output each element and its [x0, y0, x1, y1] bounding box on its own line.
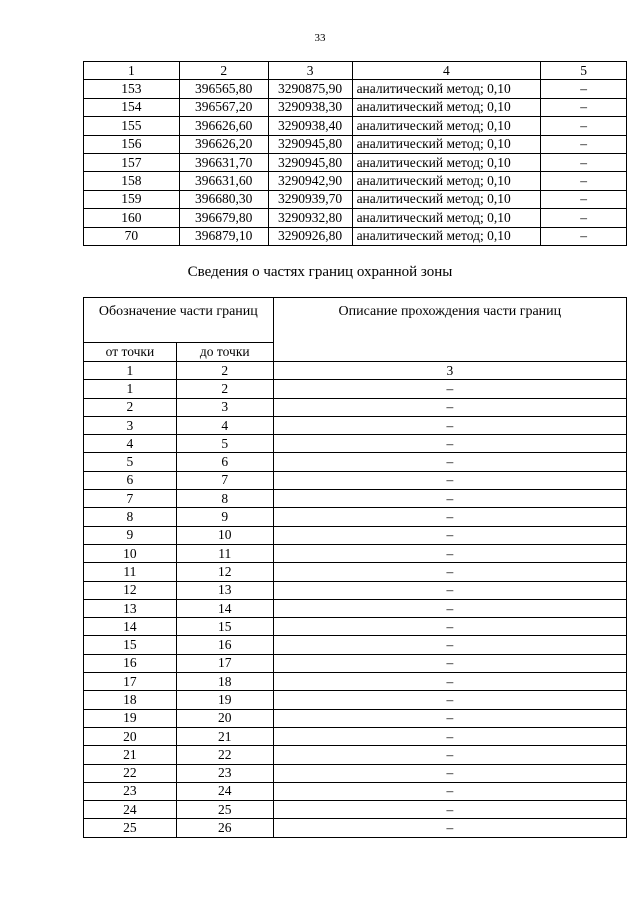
- table-cell: аналитический метод; 0,10: [352, 172, 541, 190]
- table-cell: 7: [84, 490, 177, 508]
- table-cell: –: [273, 691, 626, 709]
- boundary-designation-header: Обозначение части границ: [84, 298, 274, 343]
- table-row: [84, 526, 627, 544]
- table-row: [84, 673, 627, 691]
- table-cell: 25: [84, 819, 177, 837]
- column-number-cell: 1: [84, 362, 177, 380]
- table-cell: 24: [176, 782, 273, 800]
- table-cell: 13: [176, 581, 273, 599]
- table-cell: 21: [84, 746, 177, 764]
- table-cell: 20: [84, 727, 177, 745]
- table-cell: 155: [84, 117, 180, 135]
- table-cell: аналитический метод; 0,10: [352, 227, 541, 245]
- table-row: [84, 654, 627, 672]
- table-row: [84, 117, 627, 135]
- table-row: [84, 618, 627, 636]
- table-cell: 3290939,70: [268, 190, 352, 208]
- table-row: [84, 398, 627, 416]
- table-cell: 396631,70: [179, 153, 268, 171]
- table-cell: –: [273, 801, 626, 819]
- table-cell: 11: [176, 544, 273, 562]
- parts-header-row: [84, 298, 627, 343]
- table-row: [84, 599, 627, 617]
- table-cell: –: [273, 782, 626, 800]
- table-cell: 396567,20: [179, 98, 268, 116]
- table-cell: –: [273, 416, 626, 434]
- table-cell: 2: [176, 380, 273, 398]
- table-cell: 17: [176, 654, 273, 672]
- table-cell: аналитический метод; 0,10: [352, 98, 541, 116]
- table-cell: 3290938,30: [268, 98, 352, 116]
- table-row: [84, 416, 627, 434]
- table-cell: 10: [84, 544, 177, 562]
- table-cell: –: [541, 172, 627, 190]
- table-cell: 18: [176, 673, 273, 691]
- table-cell: 396565,80: [179, 80, 268, 98]
- coordinates-header-cell: 5: [541, 62, 627, 80]
- table-cell: 14: [84, 618, 177, 636]
- table-cell: 6: [176, 453, 273, 471]
- table-cell: 21: [176, 727, 273, 745]
- table-row: [84, 172, 627, 190]
- table-cell: 396631,60: [179, 172, 268, 190]
- table-cell: –: [541, 227, 627, 245]
- table-cell: –: [273, 398, 626, 416]
- boundary-parts-table: [83, 297, 627, 838]
- table-cell: 22: [176, 746, 273, 764]
- table-cell: аналитический метод; 0,10: [352, 209, 541, 227]
- table-cell: –: [273, 636, 626, 654]
- table-cell: –: [273, 490, 626, 508]
- table-cell: –: [273, 581, 626, 599]
- table-row: [84, 727, 627, 745]
- table-cell: 3290926,80: [268, 227, 352, 245]
- table-cell: 23: [84, 782, 177, 800]
- table-cell: 3290932,80: [268, 209, 352, 227]
- table-cell: 3290945,80: [268, 135, 352, 153]
- table-cell: –: [273, 618, 626, 636]
- table-cell: 15: [84, 636, 177, 654]
- table-cell: 3290942,90: [268, 172, 352, 190]
- table-cell: 156: [84, 135, 180, 153]
- table-cell: –: [273, 727, 626, 745]
- table-row: [84, 380, 627, 398]
- table-cell: 396879,10: [179, 227, 268, 245]
- table-cell: –: [273, 435, 626, 453]
- table-cell: 8: [176, 490, 273, 508]
- table-cell: 16: [176, 636, 273, 654]
- table-cell: –: [273, 599, 626, 617]
- table-cell: 396679,80: [179, 209, 268, 227]
- table-row: [84, 153, 627, 171]
- table-cell: 25: [176, 801, 273, 819]
- table-cell: –: [273, 563, 626, 581]
- table-row: [84, 135, 627, 153]
- table-cell: 15: [176, 618, 273, 636]
- table-cell: аналитический метод; 0,10: [352, 117, 541, 135]
- table-row: [84, 709, 627, 727]
- table-cell: 4: [176, 416, 273, 434]
- coordinates-header-cell: 4: [352, 62, 541, 80]
- table-cell: 24: [84, 801, 177, 819]
- table-cell: 9: [176, 508, 273, 526]
- coordinates-table: [83, 61, 627, 246]
- table-cell: 2: [84, 398, 177, 416]
- table-cell: 3290875,90: [268, 80, 352, 98]
- table-cell: 14: [176, 599, 273, 617]
- table-cell: 5: [84, 453, 177, 471]
- table-cell: 396626,20: [179, 135, 268, 153]
- table-cell: 23: [176, 764, 273, 782]
- from-point-header: от точки: [84, 343, 177, 362]
- table-cell: –: [541, 209, 627, 227]
- table-cell: 396626,60: [179, 117, 268, 135]
- table-row: [84, 471, 627, 489]
- table-cell: 19: [176, 691, 273, 709]
- boundary-description-header: Описание прохождения части границ: [273, 298, 626, 362]
- coordinates-header-cell: 1: [84, 62, 180, 80]
- table-row: [84, 80, 627, 98]
- coordinates-header-cell: 2: [179, 62, 268, 80]
- table-cell: 3290938,40: [268, 117, 352, 135]
- table-cell: –: [273, 471, 626, 489]
- table-row: [84, 764, 627, 782]
- table-cell: –: [273, 654, 626, 672]
- table-cell: –: [541, 117, 627, 135]
- table-cell: 19: [84, 709, 177, 727]
- table-cell: 17: [84, 673, 177, 691]
- parts-column-number-row: [84, 362, 627, 380]
- table-cell: 159: [84, 190, 180, 208]
- table-cell: 4: [84, 435, 177, 453]
- table-cell: –: [273, 764, 626, 782]
- table-row: [84, 636, 627, 654]
- table-cell: 9: [84, 526, 177, 544]
- table-cell: –: [273, 508, 626, 526]
- table-cell: –: [541, 98, 627, 116]
- table-cell: –: [273, 746, 626, 764]
- table-cell: –: [541, 135, 627, 153]
- table-row: [84, 544, 627, 562]
- table-row: [84, 746, 627, 764]
- table-cell: 70: [84, 227, 180, 245]
- table-cell: 7: [176, 471, 273, 489]
- table-cell: аналитический метод; 0,10: [352, 80, 541, 98]
- table-cell: 11: [84, 563, 177, 581]
- table-cell: –: [541, 190, 627, 208]
- table-cell: 160: [84, 209, 180, 227]
- table-cell: –: [273, 453, 626, 471]
- table-cell: 3290945,80: [268, 153, 352, 171]
- table-cell: 153: [84, 80, 180, 98]
- to-point-header: до точки: [176, 343, 273, 362]
- table-row: [84, 691, 627, 709]
- table-cell: –: [541, 80, 627, 98]
- table-cell: –: [273, 526, 626, 544]
- table-cell: –: [273, 709, 626, 727]
- table-row: [84, 508, 627, 526]
- table-cell: –: [541, 153, 627, 171]
- table-cell: 5: [176, 435, 273, 453]
- table-cell: 6: [84, 471, 177, 489]
- table-row: [84, 581, 627, 599]
- table-cell: 8: [84, 508, 177, 526]
- table-cell: –: [273, 819, 626, 837]
- table-row: [84, 490, 627, 508]
- table-row: [84, 819, 627, 837]
- coordinates-header-cell: 3: [268, 62, 352, 80]
- table-cell: 12: [84, 581, 177, 599]
- table-cell: 10: [176, 526, 273, 544]
- table-cell: 157: [84, 153, 180, 171]
- table-cell: аналитический метод; 0,10: [352, 153, 541, 171]
- table-row: [84, 782, 627, 800]
- section-title: Сведения о частях границ охранной зоны: [187, 264, 453, 280]
- table-cell: –: [273, 673, 626, 691]
- table-row: [84, 453, 627, 471]
- table-row: [84, 227, 627, 245]
- table-cell: 396680,30: [179, 190, 268, 208]
- table-cell: 26: [176, 819, 273, 837]
- column-number-cell: 3: [273, 362, 626, 380]
- table-row: [84, 190, 627, 208]
- table-cell: 16: [84, 654, 177, 672]
- table-cell: –: [273, 380, 626, 398]
- table-cell: аналитический метод; 0,10: [352, 135, 541, 153]
- table-cell: 18: [84, 691, 177, 709]
- table-cell: 1: [84, 380, 177, 398]
- table-cell: 158: [84, 172, 180, 190]
- coordinates-header-row: [84, 62, 627, 80]
- page-number: 33: [314, 32, 326, 44]
- table-row: [84, 801, 627, 819]
- table-cell: аналитический метод; 0,10: [352, 190, 541, 208]
- table-row: [84, 98, 627, 116]
- table-cell: 3: [84, 416, 177, 434]
- table-cell: 20: [176, 709, 273, 727]
- column-number-cell: 2: [176, 362, 273, 380]
- table-cell: 3: [176, 398, 273, 416]
- table-cell: 13: [84, 599, 177, 617]
- table-row: [84, 563, 627, 581]
- table-cell: 154: [84, 98, 180, 116]
- table-row: [84, 435, 627, 453]
- table-cell: 12: [176, 563, 273, 581]
- table-row: [84, 209, 627, 227]
- table-cell: 22: [84, 764, 177, 782]
- table-cell: –: [273, 544, 626, 562]
